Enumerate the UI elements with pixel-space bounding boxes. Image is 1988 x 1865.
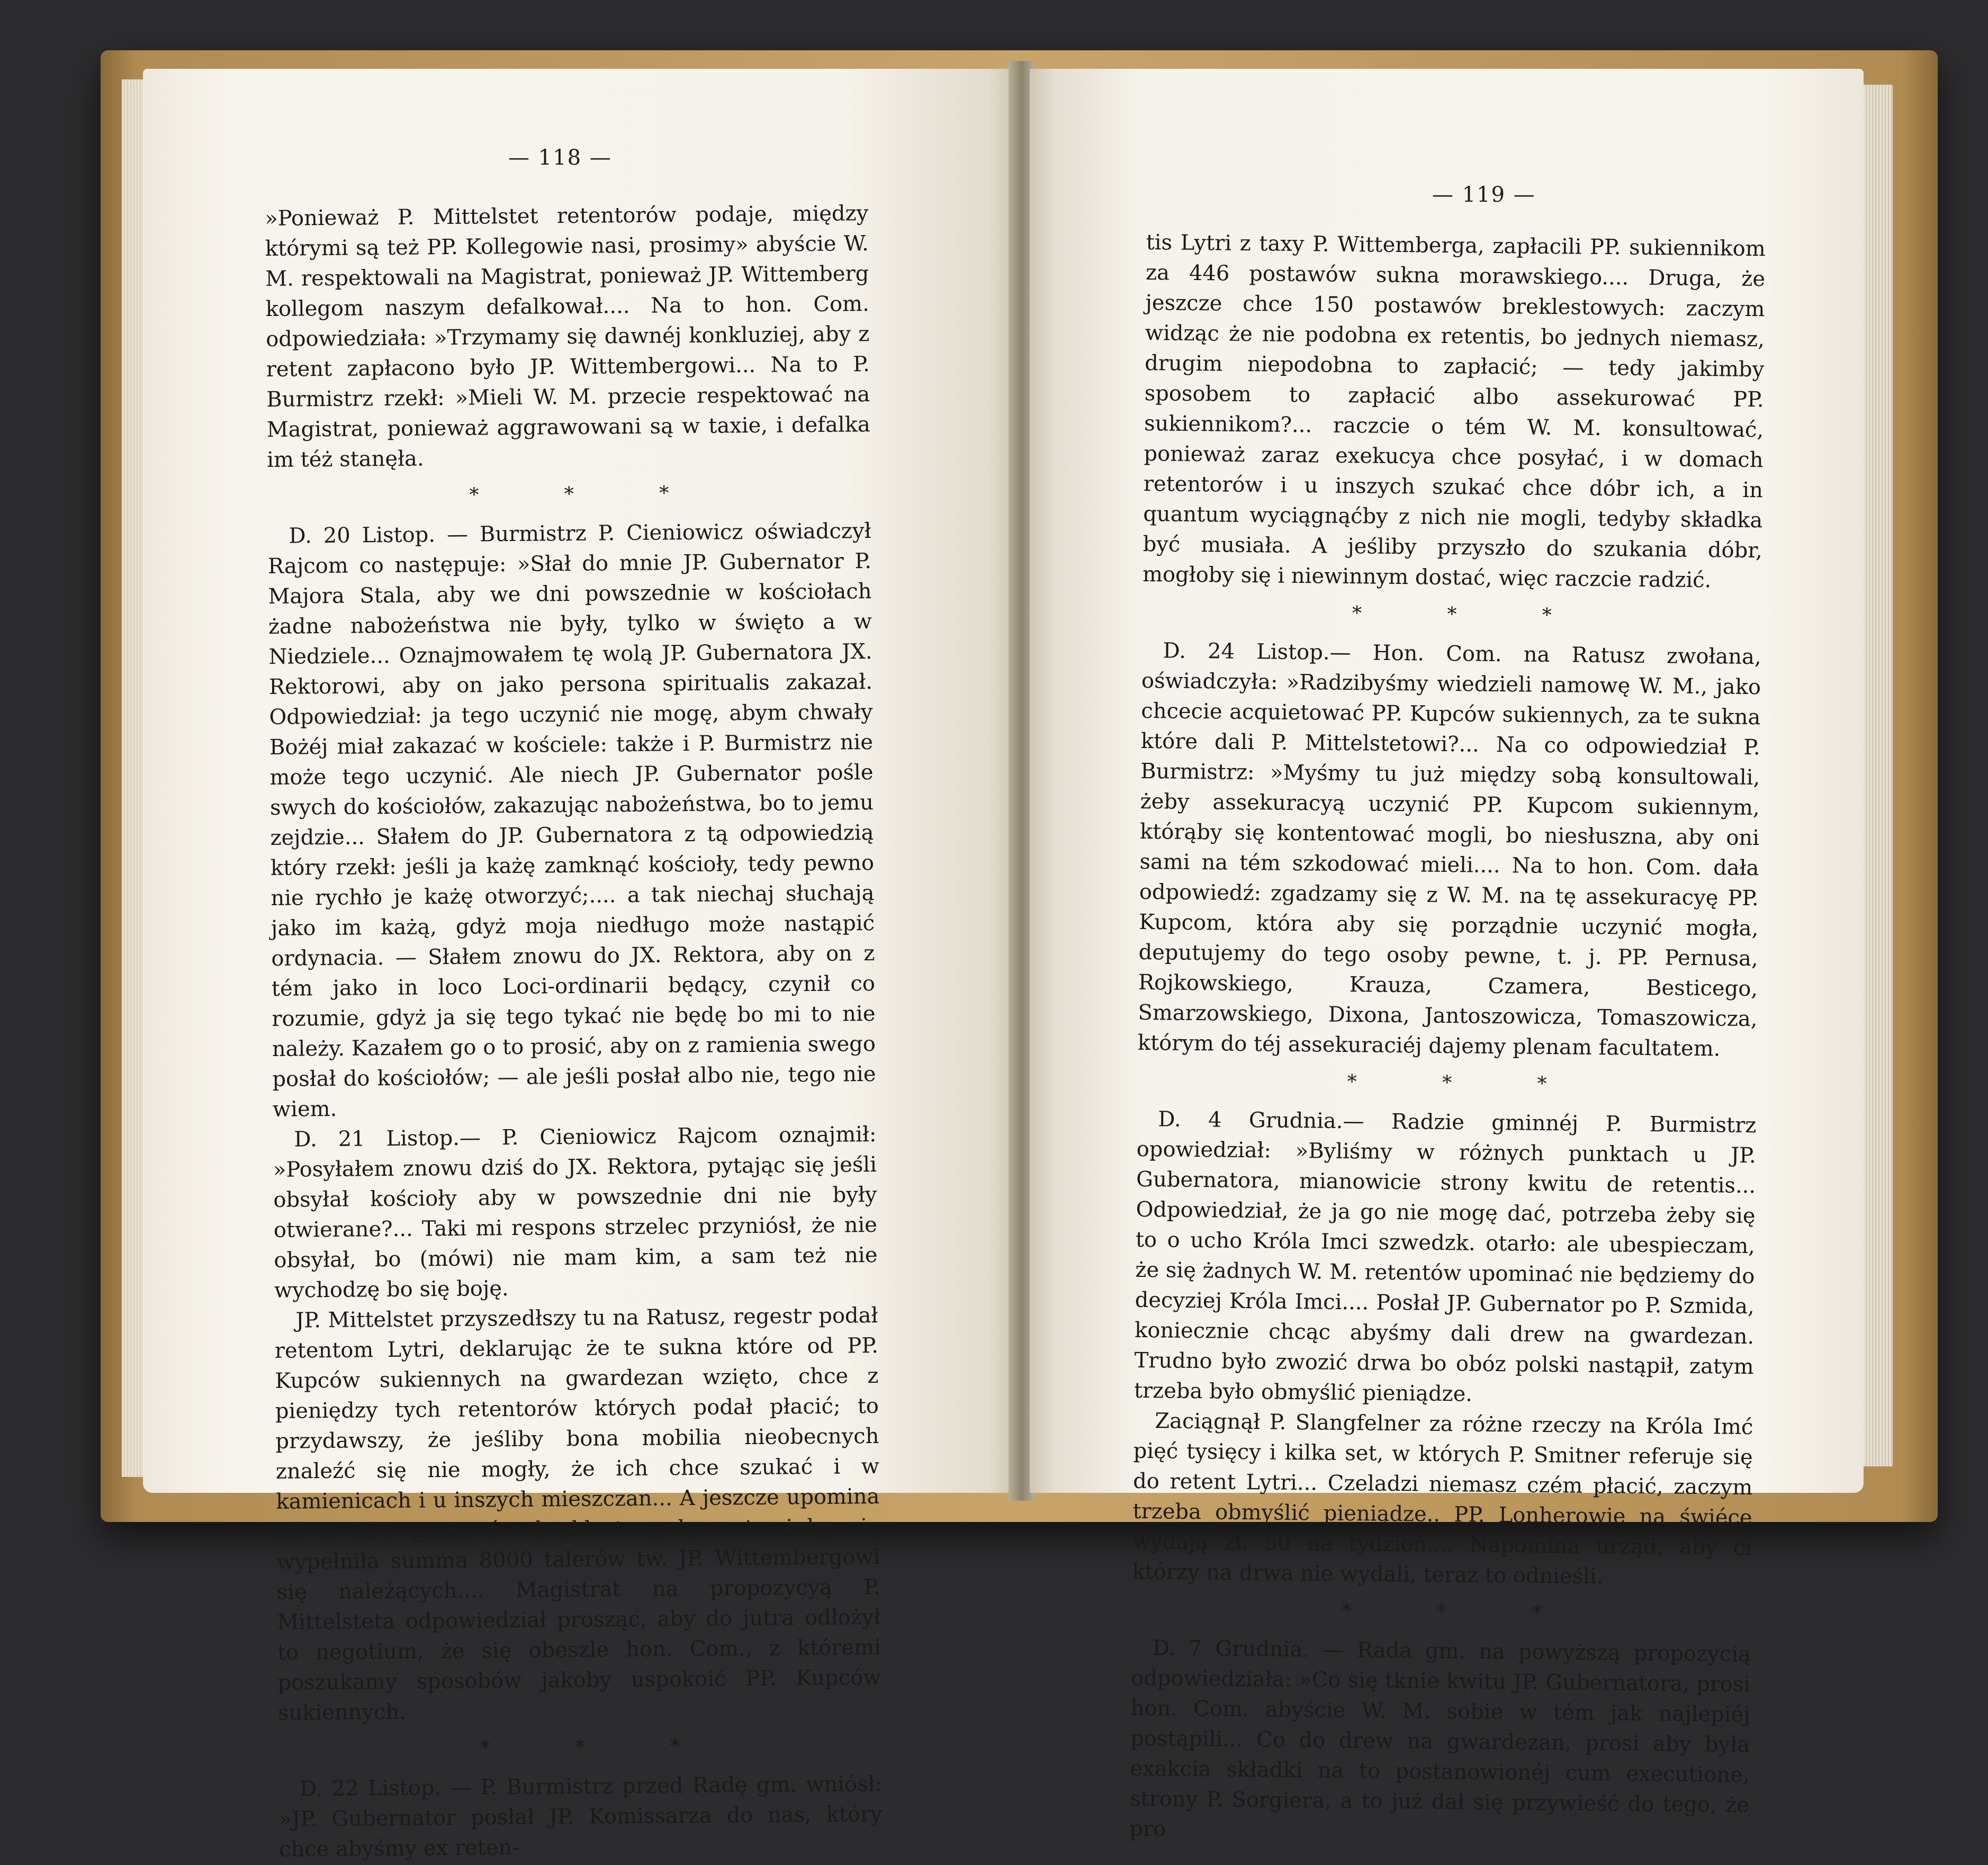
section-separator: * * * <box>1352 602 1552 627</box>
right-page-edges <box>1864 85 1893 1466</box>
page-text <box>1129 228 1766 1851</box>
paragraph: D. 21 Listop.— P. Cieniowicz Rajcom oznajmił: »Posyłałem znowu dziś do JX. Rektora, pytając się jeśli obsyłał kościoły aby w powszednie dni nie były otwierane?... Taki mi respons strzelec przyniósł, że nie obsyłał, bo (mówi) nie mam kim, a sam też nie wychodzę bo się boję. <box>273 1122 878 1303</box>
page-number: — 119 — <box>1432 183 1536 207</box>
section-separator: * * * <box>480 1735 680 1759</box>
paragraph: D. 4 Grudnia.— Radzie gminnéj P. Burmistrz opowiedział: »Byliśmy w różnych punktach u JP. Gubernatora, mianowicie strony kwitu de retentis... Odpowiedział, że ja go nie mogę dać, potrzeba żeby się to o ucho Króla Imci szwedzk. otarło: ale ubespieczam, że się żadnych W. M. retentów upominać nie będziemy do decyziej Króla Imci.... Posłał JP. Gubernator po P. Szmida, koniecznie chcąc abyśmy dali drew na gwardezan. Trudno było zwozić drwa bo obóz polski nastąpił, zatym trzeba było obmyślić pieniądze. <box>1134 1107 1757 1407</box>
section-separator: * * * <box>1347 1071 1547 1095</box>
section-separator: * * * <box>469 482 669 506</box>
paragraph: »Ponieważ P. Mittelstet retentorów podaje, między którymi są też PP. Kollegowie nasi, prosimy» abyście W. M. respektowali na Magistrat, ponieważ JP. Wittemberg kollegom naszym defalkował.... Na to hon. Com. odpowiedziała: »Trzymamy się dawnéj konkluziej, aby z retent zapłacono było JP. Wittembergowi... Na to P. Burmistrz rzekł: »Mieli W. M. przecie respektować na Magistrat, ponieważ aggrawowani są w taxie, i defalka im téż stanęła. <box>265 201 870 472</box>
left-page <box>143 69 1014 1862</box>
page-text <box>265 199 883 1865</box>
paragraph: D. 20 Listop. — Burmistrz P. Cieniowicz oświadczył Rajcom co następuje: »Słał do mnie JP. Gubernator P. Majora Stala, aby we dni powszednie w kościołach żadne nabożeństwa nie były, tylko w święto a w Niedziele... Oznajmowałem tę wolą JP. Gubernatora JX. Rektorowi, aby on jako persona spiritualis zakazał. Odpowiedział: ja tego uczynić nie mogę, abym chwały Bożéj miał zakazać w kościele: także i P. Burmistrz nie może tego uczynić. Ale niech JP. Gubernator pośle swych do kościołów, zakazując nabożeństwa, bo to jemu zejdzie... Słałem do JP. Gubernatora z tą odpowiedzią który rzekł: jeśli ja każę zamknąć kościoły, tedy pewno nie rychło je każę otworzyć;.... a tak niechaj słuchają jako im każą, gdyż moja niedługo może nastąpić ordynacia. — Słałem znowu do JX. Rektora, aby on z tém jako in loco Loci-ordinarii będący, czynił co rozumie, gdyż ja się tego tykać nie będę bo mi to nie należy. Kazałem go o to prosić, aby on z ramienia swego posłał do kościołów; — ale jeśli posłał albo nie, tego nie wiem. <box>267 519 876 1122</box>
paragraph: Zaciągnął P. Slangfelner za różne rzeczy na Króla Imć pięć tysięcy i kilka set, w których P. Smitner referuje się do retent Lytri... Czeladzi niemasz czém płacić, zaczym trzeba obmyślić pieniądze.. PP. Lonherowie na świéce wydają zł. 50 na tydzień.... Napomina urząd, aby ci którzy na drwa nie wydali, teraz to odnieśli. <box>1132 1409 1753 1589</box>
paragraph: D. 7 Grudnia. — Rada gm. na powyższą propozycią odpowiedziała: »Co się tknie kwitu JP. Gubernatora, prosi hon. Com. abyście W. M. sobie w tém jak najlepiéj postąpili... Co do drew na gwardezan, prosi aby była exakcia składki na to postanowionéj cum executione, strony P. Sorgiera, a to już dał się przywieść do tego, że pro <box>1129 1636 1751 1842</box>
paragraph: JP. Mittelstet przyszedłszy tu na Ratusz, regestr podał retentom Lytri, deklarując że te sukna które od PP. Kupców sukiennych na gwardezan wzięto, chce z pieniędzy tych retentorów których podał płacić; to przydawszy, że jeśliby bona mobilia nieobecnych znaleźć się nie mogły, że ich chce szukać i w kamienicach i u inszych mieszczan... A jeszcze upomina się o 150 postawów breklestowych, a to żeby się wypełniła summa 8000 talerów tw. JP. Wittembergowi się należących.... Magistrat na propozycyą P. Mittelsteta odpowiedział prosząc, aby do jutra odłożył to negotium, że się obeszle hon. Com., z któremi poszukamy sposobów jakoby uspokoić PP. Kupców sukiennych. <box>274 1303 881 1725</box>
page-number: — 118 — <box>508 146 612 170</box>
paragraph: D. 22 Listop. — P. Burmistrz przed Radę gm. wniósł: »JP. Gubernator posłał JP. Komissarza do nas, który chce abyśmy ex reten- <box>278 1771 883 1862</box>
right-page <box>1030 69 1864 1842</box>
section-separator: * * * <box>1341 1600 1542 1624</box>
left-page-edges <box>122 79 143 1477</box>
paragraph: tis Lytri z taxy P. Wittemberga, zapłacili PP. sukiennikom za 446 postawów sukna morawskiego.... Druga, że jeszcze chce 150 postawów breklestowych: zaczym widząc że nie podobna ex retentis, bo jednych niemasz, drugim niepodobna to zapłacić; — tedy jakimby sposobem to zapłacić albo assekurować PP. sukiennikom?... raczcie o tém W. M. konsultować, ponieważ zaraz exekucya chce posyłać, i w domach retentorów i u inszych szukać chce dóbr ich, a in quantum wyciągnąćby z nich nie mogli, tedyby składka być musiała. A jeśliby przyszło do szukania dóbr, mogłoby się i niewinnym dostać, więc raczcie radzić. <box>1142 230 1766 593</box>
paragraph: D. 24 Listop.— Hon. Com. na Ratusz zwołana, oświadczyła: »Radzibyśmy wiedzieli namowę W. M., jako chcecie acquietować PP. Kupców sukiennych, za te sukna które dali P. Mittelstetowi?... Na co odpowiedział P. Burmistrz: »Myśmy tu już między sobą konsultowali, żeby assekuracyą uczynić PP. Kupcom sukiennym, którąby się kontentować mogli, bo niesłuszna, aby oni sami na tém szkodować mieli.... Na to hon. Com. dała odpowiedź: zgadzamy się z W. M. na tę assekuracyę PP. Kupcom, która aby się porządnie uczynić mogła, deputujemy do tego osoby pewne, t. j. PP. Pernusa, Rojkowskiego, Krauza, Czamera, Besticego, Smarzowskiego, Dixona, Jantoszowicza, Tomaszowicza, którym do téj assekuraciéj dajemy plenam facultatem. <box>1137 638 1761 1061</box>
